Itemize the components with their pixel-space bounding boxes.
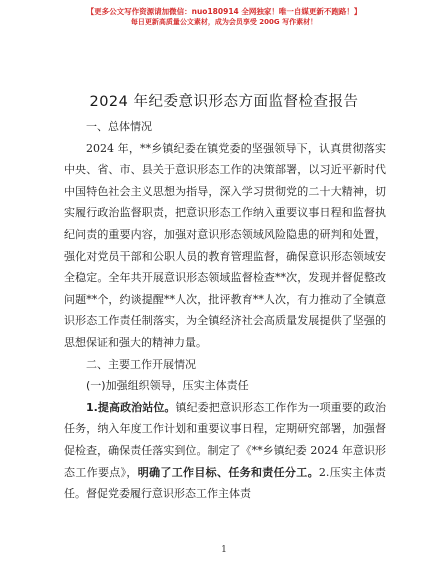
section1-heading: 一、总体情况: [86, 120, 152, 133]
document-body: [64, 116, 386, 505]
section1-paragraph: 2024 年，**乡镇纪委在镇党委的坚强领导下，认真贯彻落实中央、省、市、县关于意识形态工作的决策部署，以习近平新时代中国特色社会主义思想为指导，深入学习贯彻党的二十大精神，切实履行政治监督职责，把意识形态工作纳入重要议事日程和监督执纪问责的重要内容，加强对意识形态领域风险隐患的研判和处置，强化对党员干部和公职人员的教育管理监督，确保意识形态领域安全稳定。全年共开展意识形态领域监督检查**次，发现并督促整改问题**个，约谈提醒**人次，批评教育**人次，有力推动了全镇意识形态工作责任制落实，为全镇经济社会高质量发展提供了坚强的思想保证和强大的精神力量。: [64, 141, 386, 349]
page-number: 1: [221, 545, 227, 555]
subsection1-heading: (一)加强组织领导，压实主体责任: [86, 379, 249, 393]
item2-text: 2.压实主体责任。督促党委履行意识形态工作主体责: [64, 465, 387, 501]
item1-lead: 1.提高政治站位。: [86, 400, 176, 414]
item1-paragraph: [64, 397, 386, 505]
document-title: 2024 年纪委意识形态方面监督检查报告: [89, 94, 359, 110]
item1-bold-tail: 明确了工作目标、任务和责任分工。: [137, 465, 319, 479]
promo-banner-line1: 【更多公文写作资源请加微信：nuo180914 全网独家！唯一自媒更新不跑路！】: [86, 7, 362, 16]
promo-banner: [0, 6, 448, 28]
promo-banner-line2: 每日更新高质量公文素材，成为会员享受 200G 写作素材！: [130, 18, 318, 26]
item1-text: 镇纪委把意识形态工作作为一项重要的政治任务，纳入年度工作计划和重要议事日程，定期研究部署，加强督促检查，确保责任落实到位。制定了《**乡镇纪委 2024 年意识形态工作要点》，: [64, 400, 386, 479]
section2-heading: 二、主要工作开展情况: [86, 357, 196, 371]
